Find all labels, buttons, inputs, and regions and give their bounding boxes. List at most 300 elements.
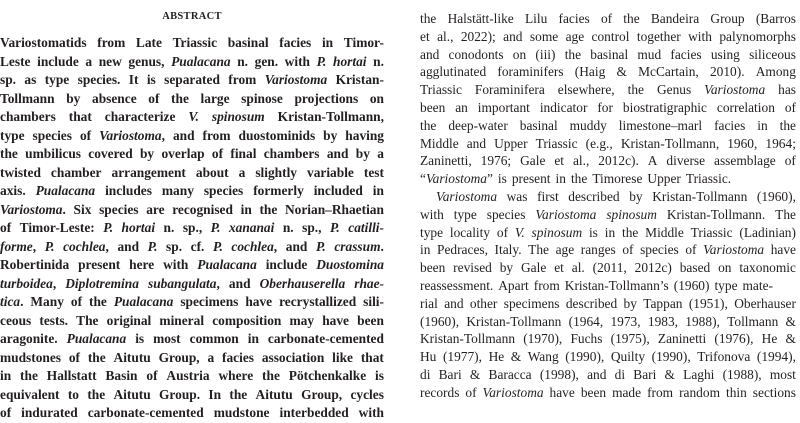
- word: McCartain,: [638, 64, 699, 80]
- word: thin: [725, 384, 747, 400]
- word: Group: [710, 11, 745, 26]
- word: Kristan-Tollmann,: [277, 109, 384, 124]
- word: random: [679, 384, 720, 400]
- word: type: [0, 127, 25, 143]
- word: Kristan-Tollmann: [652, 188, 748, 204]
- word: Triassic: [420, 82, 462, 98]
- word: Bari: [633, 366, 657, 382]
- word: the: [229, 386, 248, 402]
- word: chambers: [0, 109, 56, 124]
- word: (1970),: [523, 331, 563, 347]
- word: the: [420, 11, 437, 26]
- word: is: [375, 368, 384, 383]
- word: having: [345, 127, 384, 143]
- word: locality: [449, 224, 491, 240]
- word: muddy: [569, 117, 607, 133]
- word: Aitutu: [113, 386, 151, 402]
- word: from: [202, 127, 231, 143]
- word: an: [455, 99, 468, 115]
- word: In: [208, 386, 222, 402]
- word: aragonite.: [0, 331, 58, 346]
- word: hortai: [121, 220, 156, 235]
- word: and: [466, 135, 487, 151]
- word: with: [420, 206, 444, 222]
- word: The: [528, 242, 549, 258]
- word: xananai: [228, 220, 275, 235]
- body-line: [420, 224, 796, 242]
- word: palynomorphs: [719, 28, 796, 44]
- word: (1951),: [688, 295, 728, 311]
- body-line: [420, 241, 796, 259]
- body-line: [420, 10, 796, 28]
- word: many: [161, 183, 194, 198]
- word: and: [444, 295, 464, 311]
- word: sp.,: [182, 220, 203, 235]
- word: Halstätt-like: [447, 11, 514, 26]
- word: correlation: [716, 99, 775, 115]
- word: absence: [92, 90, 137, 106]
- word: are: [146, 201, 165, 217]
- word: (1998),: [539, 366, 579, 382]
- word: species: [640, 242, 679, 258]
- abstract-text: [0, 34, 384, 423]
- word: catilli-: [348, 220, 384, 235]
- body-line: [420, 117, 796, 135]
- word: include: [37, 53, 79, 69]
- word: by: [66, 90, 81, 106]
- word: been: [420, 260, 446, 276]
- body-line: [420, 295, 796, 313]
- word: by: [629, 188, 643, 204]
- word: basinal: [227, 35, 269, 50]
- word: subangulata,: [148, 275, 220, 291]
- word: of: [465, 384, 477, 400]
- word: most: [153, 331, 181, 346]
- word: tica.: [0, 294, 24, 309]
- word: Gale: [521, 260, 547, 276]
- word: al.: [571, 260, 585, 276]
- word: interbedded: [279, 405, 349, 420]
- abstract-line: [0, 182, 384, 201]
- word: a: [238, 164, 246, 180]
- word: equivalent: [0, 386, 60, 402]
- body-line: [420, 81, 796, 99]
- word: separated: [164, 72, 220, 87]
- word: sp.: [0, 72, 17, 87]
- abstract-line: [0, 219, 384, 238]
- word: Robertinida: [0, 257, 70, 272]
- word: 2012c).: [598, 153, 639, 169]
- word: Apart: [498, 277, 529, 293]
- word: Leste: [0, 53, 31, 69]
- word: sili-: [363, 294, 384, 309]
- word: and: [326, 146, 349, 161]
- body-line: [420, 384, 796, 402]
- word: with: [358, 405, 384, 420]
- word: &: [785, 331, 796, 347]
- word: of: [0, 405, 12, 420]
- word: facies: [558, 11, 590, 26]
- word: by: [499, 260, 514, 276]
- word: Austria: [166, 368, 210, 383]
- word: based: [679, 260, 711, 276]
- word: P.: [103, 220, 114, 235]
- word: important: [477, 99, 530, 115]
- word: revised: [453, 260, 492, 276]
- word: Kristan-: [335, 72, 384, 87]
- word: on: [512, 46, 527, 62]
- abstract-line: [0, 108, 384, 127]
- word: of: [79, 127, 92, 143]
- word: carbonate-cemented: [267, 331, 384, 346]
- word: siliceous: [749, 46, 796, 62]
- word: for: [597, 99, 613, 115]
- word: agglutinated: [420, 64, 487, 80]
- word: “Variostoma”: [420, 171, 493, 187]
- word: of: [622, 242, 634, 258]
- word: recognised: [172, 201, 233, 217]
- word: the: [627, 82, 644, 98]
- abstract-line: [0, 386, 384, 405]
- word: and: [172, 127, 195, 143]
- word: using: [710, 46, 740, 62]
- word: and: [503, 28, 523, 44]
- abstract-line: [0, 145, 384, 164]
- word: Gale: [520, 153, 546, 169]
- word: conodonts: [448, 46, 504, 62]
- word: Variostomatids: [0, 35, 87, 50]
- word: spinosum: [211, 109, 265, 124]
- body-line: [420, 348, 796, 366]
- body-line: [420, 28, 796, 46]
- word: &: [664, 366, 675, 382]
- word: et: [420, 28, 430, 44]
- word: Timorese: [592, 171, 643, 187]
- word: present: [78, 257, 121, 272]
- word: have: [549, 384, 575, 400]
- word: 1983,: [647, 313, 679, 329]
- word: n.: [237, 53, 249, 69]
- word: rial: [420, 295, 438, 311]
- word: (iii): [535, 46, 556, 62]
- word: Variostoma.: [0, 201, 66, 217]
- word: basinal: [519, 117, 558, 133]
- word: Hallstatt: [46, 368, 97, 383]
- body-line: [420, 63, 796, 81]
- word: Middle: [645, 224, 684, 240]
- word: cf.: [190, 238, 205, 254]
- word: from: [647, 384, 674, 400]
- body-line: [420, 277, 796, 295]
- word: as: [24, 72, 37, 87]
- word: Aitutu: [113, 349, 151, 365]
- abstract-line: [0, 256, 384, 275]
- word: n.: [163, 220, 175, 235]
- word: chambers: [263, 146, 320, 161]
- word: slightly: [255, 164, 297, 180]
- word: with: [163, 257, 189, 272]
- word: test: [363, 164, 384, 180]
- word: composition: [212, 312, 282, 328]
- word: Group,: [301, 386, 343, 402]
- word: (1960),: [420, 313, 460, 329]
- word: the: [259, 201, 278, 217]
- word: projections: [294, 90, 359, 106]
- word: in: [372, 183, 384, 198]
- word: is: [497, 171, 507, 187]
- word: forme,: [0, 238, 37, 254]
- word: Variostoma: [482, 384, 544, 400]
- word: Norian–Rhaetian: [285, 201, 384, 217]
- word: variable: [307, 164, 354, 180]
- word: is: [135, 331, 145, 346]
- word: rhae-: [354, 275, 384, 291]
- abstract-line: [0, 349, 384, 368]
- word: facies: [279, 35, 312, 50]
- word: Kristan-Tollmann.: [666, 206, 766, 222]
- word: type: [453, 206, 477, 222]
- word: &: [469, 366, 481, 382]
- word: the: [171, 90, 189, 106]
- word: have: [770, 242, 796, 258]
- word: in: [420, 242, 431, 258]
- word: mate-: [742, 277, 773, 293]
- word: P.: [147, 238, 158, 254]
- word: P.: [213, 238, 223, 254]
- word: Upper: [647, 171, 681, 187]
- word: of: [784, 153, 796, 169]
- word: in: [240, 201, 252, 217]
- word: characterize: [104, 109, 176, 124]
- word: some: [529, 28, 559, 44]
- body-line: [420, 259, 796, 277]
- word: on: [718, 260, 732, 276]
- abstract-line: [0, 404, 384, 423]
- body-line: [420, 313, 796, 331]
- word: the: [623, 11, 640, 26]
- word: Foraminifera: [474, 82, 545, 98]
- word: 2010).: [709, 64, 745, 80]
- word: Tollmann: [727, 313, 779, 329]
- word: age: [565, 28, 585, 44]
- word: the: [779, 117, 796, 133]
- abstract-line: [0, 238, 384, 257]
- word: Fuchs: [570, 331, 603, 347]
- word: by: [323, 127, 338, 143]
- abstract-line: [0, 127, 384, 146]
- word: Triassic: [172, 35, 218, 50]
- word: sp.: [166, 238, 183, 254]
- word: original: [106, 312, 152, 328]
- word: (1988),: [722, 366, 762, 382]
- word: A: [647, 153, 658, 169]
- word: that: [360, 349, 384, 365]
- word: n.: [282, 220, 294, 235]
- word: to: [67, 386, 79, 402]
- word: Late: [135, 35, 162, 50]
- word: P.: [210, 220, 221, 235]
- word: common: [189, 331, 239, 346]
- word: (1976),: [714, 331, 754, 347]
- word: P.: [44, 238, 55, 254]
- word: species: [203, 183, 244, 198]
- body-line: [420, 188, 796, 206]
- word: Among: [755, 64, 796, 80]
- word: biostratigraphic: [622, 99, 707, 115]
- word: Pualacana: [197, 257, 257, 272]
- word: axis.: [0, 183, 26, 198]
- word: hortai: [333, 53, 367, 69]
- body-text-column: [420, 10, 796, 402]
- word: (1977),: [442, 349, 482, 365]
- word: Tappan: [643, 295, 683, 311]
- word: the: [420, 117, 437, 133]
- word: (2011,: [592, 260, 627, 276]
- word: other: [469, 295, 498, 311]
- word: together: [636, 28, 681, 44]
- word: species: [486, 206, 526, 222]
- word: 1960,: [727, 135, 758, 151]
- abstract-line: [0, 201, 384, 220]
- word: described: [568, 188, 620, 204]
- word: al.,: [437, 28, 454, 44]
- word: Quilty: [610, 349, 646, 365]
- word: age: [555, 242, 575, 258]
- word: of: [70, 294, 83, 309]
- word: the: [89, 294, 107, 309]
- abstract-line: [0, 275, 384, 294]
- word: of: [600, 11, 613, 26]
- word: most: [769, 366, 796, 382]
- word: P.: [316, 53, 327, 69]
- word: spinosum: [531, 224, 583, 240]
- word: limestone–marl: [618, 117, 703, 133]
- word: by: [623, 295, 637, 311]
- word: (1964,: [568, 313, 604, 329]
- word: reassessment.: [420, 277, 494, 293]
- word: sections: [752, 384, 796, 400]
- word: of: [685, 242, 697, 258]
- word: the: [87, 386, 106, 402]
- word: of: [148, 90, 160, 106]
- word: like: [332, 349, 353, 365]
- word: species: [32, 127, 72, 143]
- word: Pedraces,: [437, 242, 488, 258]
- word: have: [245, 294, 273, 309]
- word: Timor-: [343, 35, 384, 50]
- word: &: [616, 64, 627, 80]
- word: n.: [373, 53, 384, 69]
- word: in: [757, 117, 768, 133]
- word: recrystallized: [279, 294, 357, 309]
- word: in: [247, 331, 259, 346]
- word: (1990),: [651, 349, 691, 365]
- word: He: [761, 331, 778, 347]
- word: final: [230, 146, 257, 161]
- word: Upper: [494, 135, 528, 151]
- word: He: [488, 349, 505, 365]
- word: elsewhere,: [557, 82, 615, 98]
- word: a: [377, 146, 384, 161]
- word: crassum.: [334, 238, 384, 254]
- word: covered: [88, 146, 133, 161]
- word: Lilu: [524, 11, 548, 26]
- word: been: [420, 99, 446, 115]
- word: Timor-Leste:: [19, 220, 95, 235]
- word: Many: [30, 294, 64, 309]
- word: ranges: [580, 242, 616, 258]
- word: have: [322, 312, 350, 328]
- word: Variostoma: [436, 188, 498, 204]
- word: facies: [670, 46, 702, 62]
- word: (Ladinian): [739, 224, 796, 240]
- word: deep-water: [448, 117, 508, 133]
- word: assemblage: [714, 153, 776, 169]
- word: present: [511, 171, 551, 187]
- word: mudstones: [0, 349, 62, 365]
- word: by: [139, 146, 155, 161]
- word: et: [554, 153, 565, 169]
- word: (Barros: [755, 11, 796, 26]
- word: umbilicus: [25, 146, 81, 161]
- word: the: [570, 171, 588, 187]
- word: includes: [105, 183, 152, 198]
- word: The: [76, 312, 99, 328]
- word: (1960): [673, 277, 710, 293]
- word: type: [420, 224, 444, 240]
- word: association: [261, 349, 325, 365]
- word: the: [0, 146, 18, 161]
- word: cochlea,: [231, 238, 278, 254]
- word: Basin: [105, 368, 138, 383]
- word: included: [313, 183, 363, 198]
- word: Variostoma: [535, 206, 597, 222]
- abstract-line: [0, 90, 384, 109]
- word: The: [775, 206, 796, 222]
- word: al.,: [572, 153, 590, 169]
- abstract-line: [0, 53, 384, 72]
- word: Six: [73, 201, 92, 217]
- word: the: [262, 368, 280, 383]
- word: the: [564, 46, 582, 62]
- word: spinosum: [606, 206, 657, 222]
- word: Laghi: [683, 366, 715, 382]
- word: Variostoma: [703, 242, 765, 258]
- word: Group,: [158, 349, 200, 365]
- word: control: [591, 28, 630, 44]
- word: type: [44, 72, 70, 87]
- word: and: [587, 366, 607, 382]
- body-line: [420, 366, 796, 384]
- word: cochlea,: [63, 238, 109, 254]
- word: 1988),: [685, 313, 720, 329]
- word: from: [228, 72, 257, 87]
- word: Bandeira: [650, 11, 700, 26]
- word: 2022);: [460, 28, 496, 44]
- word: where: [218, 368, 254, 383]
- abstract-line: [0, 367, 384, 386]
- word: di: [614, 366, 626, 382]
- body-line: [420, 206, 796, 224]
- word: di: [420, 366, 431, 382]
- word: Bari: [438, 366, 462, 382]
- word: 1973,: [610, 313, 641, 329]
- word: chamber: [50, 164, 102, 180]
- word: 2012c): [634, 260, 672, 276]
- word: in: [321, 35, 334, 50]
- word: overlap: [161, 146, 205, 161]
- abstract-line: [0, 71, 384, 90]
